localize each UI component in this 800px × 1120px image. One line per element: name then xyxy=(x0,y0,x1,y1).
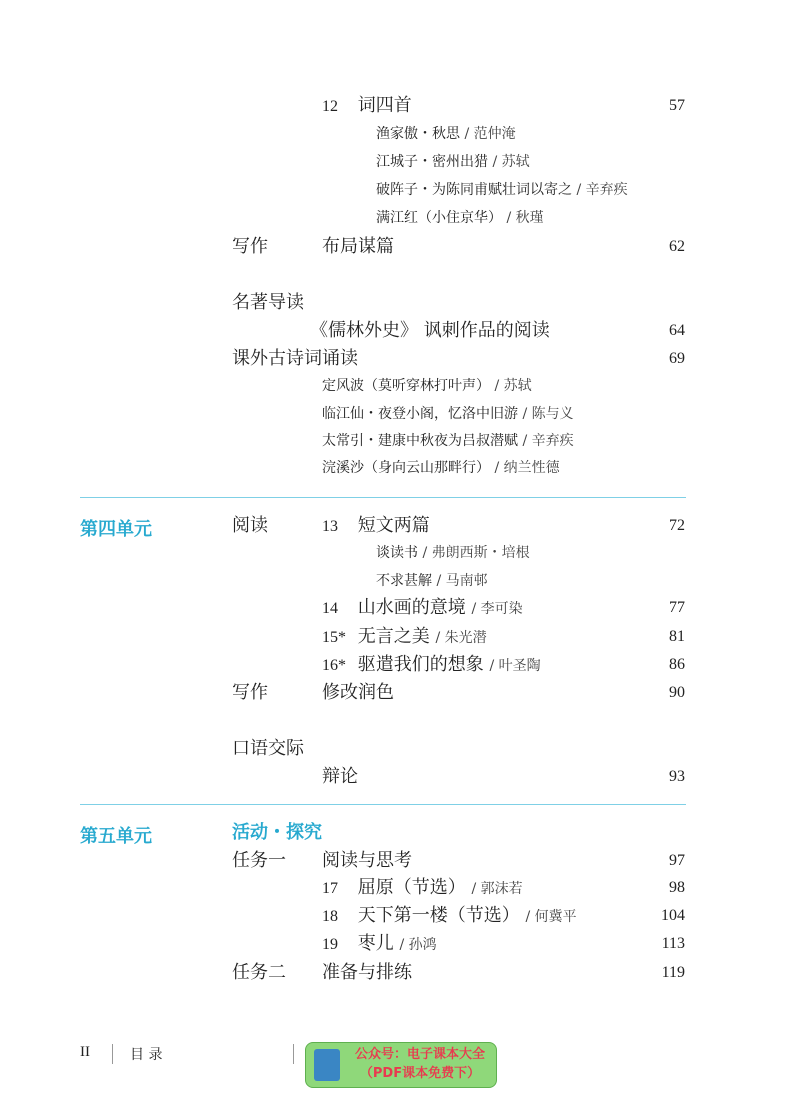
lesson-number: 17 xyxy=(322,880,338,897)
toc-subitem[interactable] xyxy=(376,153,530,171)
page-number: 90 xyxy=(669,684,685,701)
section-label-extra[interactable]: 课外古诗词诵读 xyxy=(232,348,358,369)
lesson-number: 14 xyxy=(322,600,338,617)
poem-title: 临江仙・夜登小阁，忆洛中旧游 xyxy=(322,406,518,422)
lesson-author: / 叶圣陶 xyxy=(489,658,541,674)
unit-divider xyxy=(80,497,686,498)
poem-title: 破阵子・为陈同甫赋壮词以寄之 xyxy=(376,182,572,198)
lesson-number: 13 xyxy=(322,518,338,535)
page-number: 72 xyxy=(669,517,685,534)
toc-lesson-14[interactable] xyxy=(322,597,523,620)
footer-page-number: II xyxy=(80,1044,90,1060)
poem-author: / 苏轼 xyxy=(494,378,532,394)
toc-writing[interactable]: 布局谋篇 xyxy=(322,236,394,257)
toc-task-1[interactable]: 阅读与思考 xyxy=(322,850,412,871)
toc-lesson-12[interactable] xyxy=(322,95,412,118)
toc-subitem[interactable] xyxy=(376,572,488,590)
task-label: 任务一 xyxy=(232,850,286,871)
lesson-title: 枣儿 xyxy=(357,933,394,954)
toc-task-2[interactable]: 准备与排练 xyxy=(322,962,412,983)
page-number: 97 xyxy=(669,852,685,869)
lesson-number: 18 xyxy=(322,908,338,925)
footer-divider xyxy=(293,1044,294,1064)
toc-lesson-16[interactable] xyxy=(322,654,541,677)
unit-divider xyxy=(80,804,686,805)
poem-author: / 陈与义 xyxy=(522,406,574,422)
essay-title: 不求甚解 xyxy=(376,573,432,589)
unit-title: 第四单元 xyxy=(80,519,152,540)
lesson-title: 词四首 xyxy=(357,95,412,116)
toc-writing[interactable]: 修改润色 xyxy=(322,682,394,703)
poem-author: / 辛弃疾 xyxy=(576,182,628,198)
task-label: 任务二 xyxy=(232,962,286,983)
page-number: 113 xyxy=(661,935,685,952)
lesson-number: 12 xyxy=(322,98,338,115)
page-number: 104 xyxy=(661,907,685,924)
essay-author: / 弗朗西斯・培根 xyxy=(422,545,530,561)
lesson-author: / 郭沫若 xyxy=(471,881,523,897)
page-number: 69 xyxy=(669,350,685,367)
watermark-banner xyxy=(305,1042,497,1088)
section-label-writing: 写作 xyxy=(232,682,268,703)
poem-title: 浣溪沙（身向云山那畔行） xyxy=(322,460,490,476)
section-label-classic: 名著导读 xyxy=(232,292,304,313)
poem-author: / 范仲淹 xyxy=(464,126,516,142)
page-number: 62 xyxy=(669,238,685,255)
page-number: 86 xyxy=(669,656,685,673)
section-label-writing: 写作 xyxy=(232,236,268,257)
page-number: 81 xyxy=(669,628,685,645)
lesson-title: 天下第一楼（节选） xyxy=(357,905,520,926)
toc-lesson-17[interactable] xyxy=(322,877,523,900)
page-number: 77 xyxy=(669,599,685,616)
page-number: 64 xyxy=(669,322,685,339)
toc-subitem[interactable] xyxy=(376,544,530,562)
essay-author: / 马南邨 xyxy=(436,573,488,589)
watermark-line-2: （PDF课本免费下） xyxy=(359,1066,481,1081)
toc-subitem[interactable] xyxy=(376,125,516,143)
lesson-number: 16* xyxy=(322,657,346,674)
poem-author: / 秋瑾 xyxy=(506,210,544,226)
page-number: 93 xyxy=(669,768,685,785)
toc-lesson-18[interactable] xyxy=(322,905,577,928)
lesson-number: 19 xyxy=(322,936,338,953)
toc-subitem[interactable] xyxy=(322,377,532,395)
lesson-number: 15* xyxy=(322,629,346,646)
toc-lesson-15[interactable] xyxy=(322,626,487,649)
page-number: 57 xyxy=(669,97,685,114)
watermark-line-1: 公众号：电子课本大全 xyxy=(354,1047,485,1062)
page-number: 98 xyxy=(669,879,685,896)
section-label-oral: 口语交际 xyxy=(232,738,304,759)
toc-oral[interactable]: 辩论 xyxy=(322,766,358,787)
lesson-title: 屈原（节选） xyxy=(357,877,466,898)
poem-author: / 纳兰性德 xyxy=(494,460,560,476)
toc-lesson-13[interactable] xyxy=(322,515,430,538)
section-label-reading: 阅读 xyxy=(232,515,268,536)
toc-subitem[interactable] xyxy=(322,432,574,450)
lesson-title: 驱遣我们的想象 xyxy=(357,654,484,675)
lesson-author: / 朱光潜 xyxy=(435,630,487,646)
footer-section-title: 目 录 xyxy=(130,1047,163,1063)
lesson-author: / 孙鸿 xyxy=(399,937,437,953)
book-icon xyxy=(314,1049,340,1081)
lesson-title: 无言之美 xyxy=(357,626,430,647)
poem-title: 太常引・建康中秋夜为吕叔潜赋 xyxy=(322,433,518,449)
poem-title: 定风波（莫听穿林打叶声） xyxy=(322,378,490,394)
lesson-author: / 李可染 xyxy=(471,601,523,617)
toc-lesson-19[interactable] xyxy=(322,933,437,956)
toc-subitem[interactable] xyxy=(376,209,544,227)
toc-subitem[interactable] xyxy=(322,405,574,423)
unit-title: 第五单元 xyxy=(80,826,152,847)
lesson-title: 山水画的意境 xyxy=(357,597,466,618)
toc-subitem[interactable] xyxy=(376,181,628,199)
poem-author: / 辛弃疾 xyxy=(522,433,574,449)
poem-title: 渔家傲・秋思 xyxy=(376,126,460,142)
page-number: 119 xyxy=(661,964,685,981)
essay-title: 谈读书 xyxy=(376,545,418,561)
poem-title: 江城子・密州出猎 xyxy=(376,154,488,170)
poem-title: 满江红（小住京华） xyxy=(376,210,502,226)
activity-title: 活动・探究 xyxy=(232,822,322,843)
lesson-author: / 何冀平 xyxy=(525,909,577,925)
toc-classic[interactable]: 《儒林外史》 讽刺作品的阅读 xyxy=(310,320,550,341)
footer-divider xyxy=(112,1044,113,1064)
poem-author: / 苏轼 xyxy=(492,154,530,170)
lesson-title: 短文两篇 xyxy=(357,515,430,536)
toc-subitem[interactable] xyxy=(322,459,560,477)
